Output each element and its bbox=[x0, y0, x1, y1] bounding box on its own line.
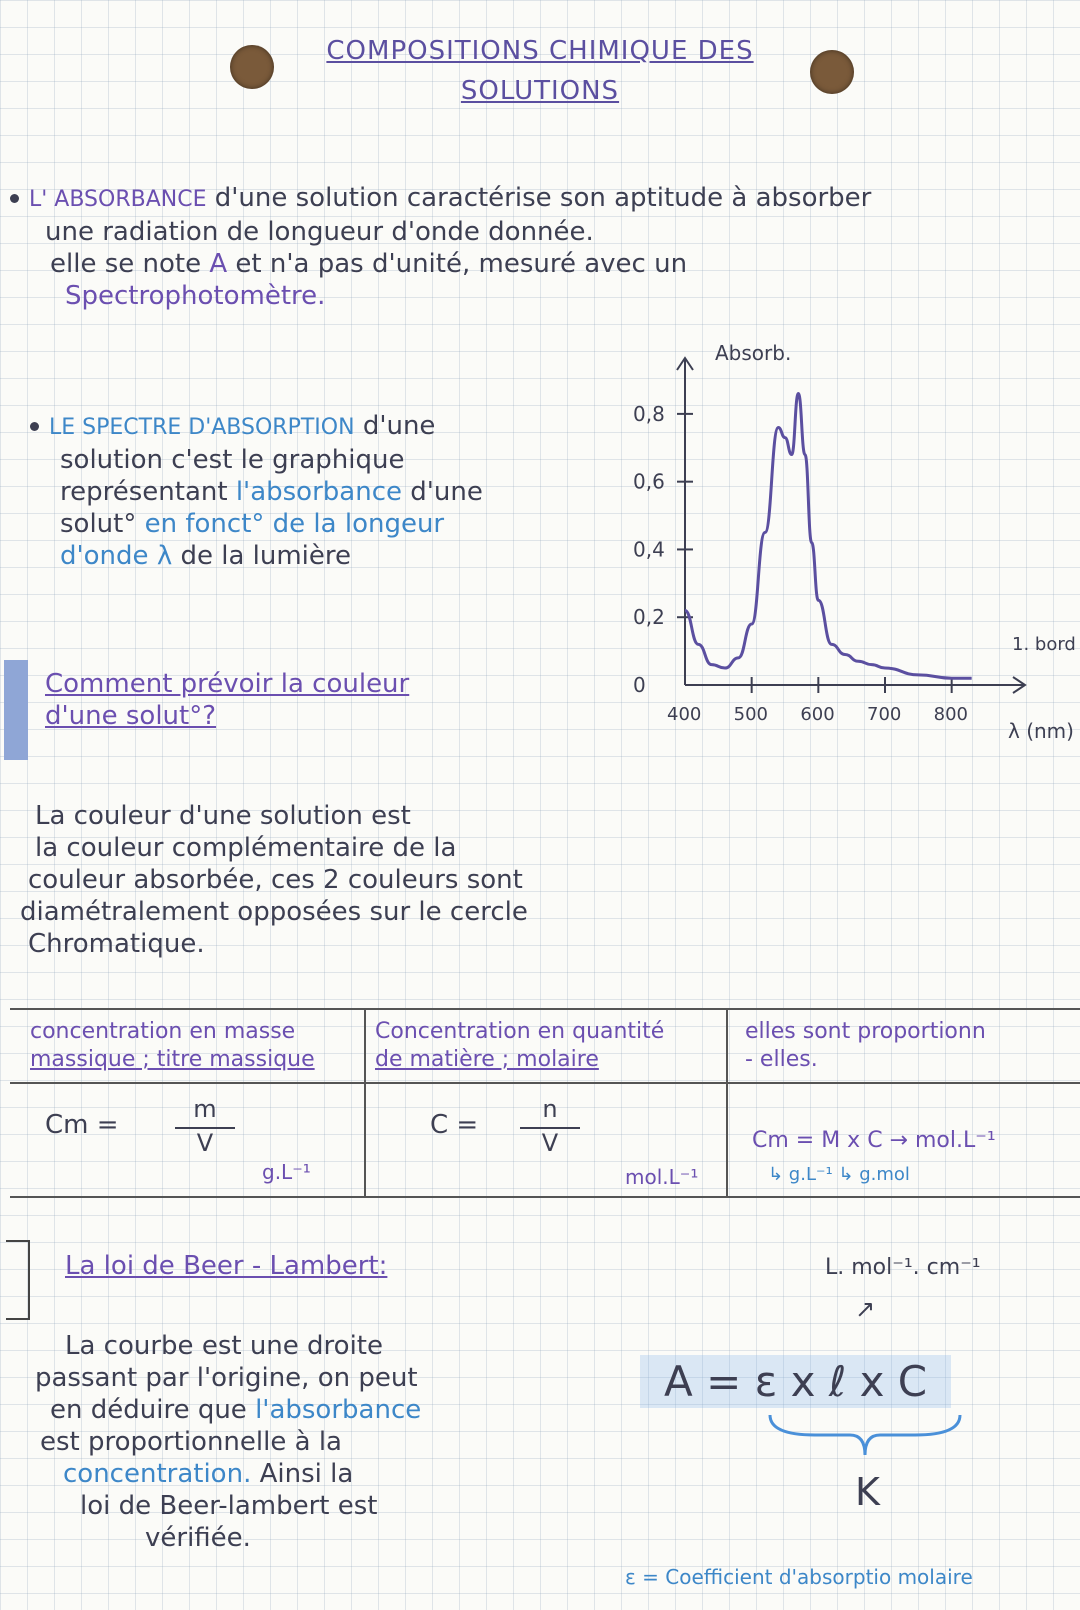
absorbance-line1: d'une solution caractérise son aptitude à absorber bbox=[214, 183, 872, 213]
table-header-proportional: elles sont proportionn - elles. bbox=[745, 1019, 986, 1072]
spectrum-term: LE SPECTRE D'ABSORPTION bbox=[49, 415, 355, 440]
bullet-icon bbox=[10, 194, 19, 203]
absorbance-term: L' ABSORBANCE bbox=[29, 187, 207, 212]
formula-molar-concentration: C = bbox=[430, 1110, 479, 1140]
spectrum-line4: solut° en fonct° de la longeur bbox=[60, 509, 445, 539]
unit-molar-concentration: mol.L⁻¹ bbox=[625, 1165, 699, 1189]
formula-mass-fraction: m V bbox=[175, 1095, 235, 1157]
chart-y-tick-label: 0,4 bbox=[633, 537, 665, 562]
chart-x-tick-label: 500 bbox=[733, 704, 769, 725]
bullet-icon bbox=[30, 422, 39, 431]
spectrum-line3: représentant l'absorbance d'une bbox=[60, 477, 483, 507]
table-bottom-border bbox=[10, 1196, 1080, 1198]
chart-y-tick-label: 0 bbox=[633, 673, 646, 697]
chart-y-tick-label: 0,6 bbox=[633, 469, 665, 494]
page-title-line1: COMPOSITIONS CHIMIQUE DES bbox=[326, 36, 754, 66]
absorption-spectrum-chart bbox=[590, 340, 1080, 760]
chart-y-tick-label: 0,8 bbox=[633, 401, 665, 426]
chart-annotation: 1. bord bbox=[1012, 634, 1076, 655]
chart-x-tick-label: 700 bbox=[867, 704, 902, 725]
beer-lambert-formula: A = ε x ℓ x C bbox=[640, 1355, 951, 1408]
absorbance-line2: une radiation de longueur d'onde donnée. bbox=[45, 217, 594, 247]
margin-marker-beer bbox=[6, 1240, 30, 1320]
table-divider-1 bbox=[364, 1008, 366, 1196]
brace-icon bbox=[765, 1410, 965, 1460]
couleur-explanation: La couleur d'une solution est la couleur complémentaire de la couleur absorbée, ces 2 couleurs sont diamétralement opposées sur le cercle Chromatique. bbox=[20, 801, 528, 959]
absorbance-line3: elle se note A et n'a pas d'unité, mesuré avec un bbox=[50, 249, 688, 279]
chart-x-tick-label: 800 bbox=[933, 704, 969, 725]
margin-marker bbox=[4, 660, 28, 760]
absorption-curve bbox=[685, 394, 972, 679]
formula-mass-concentration: Cm = bbox=[45, 1110, 119, 1140]
beer-lambert-heading: La loi de Beer - Lambert: bbox=[65, 1251, 388, 1281]
unit-mass-concentration: g.L⁻¹ bbox=[262, 1160, 311, 1184]
page-title-line2: SOLUTIONS bbox=[460, 76, 620, 106]
chart-y-label: Absorb. bbox=[715, 341, 792, 365]
table-header-mass: concentration en masse massique ; titre massique bbox=[30, 1019, 315, 1072]
couleur-question: Comment prévoir la couleur d'une solut°? bbox=[45, 669, 410, 731]
chart-x-tick-label: 600 bbox=[800, 704, 835, 725]
epsilon-definition: ε = Coefficient d'absorptio molaire bbox=[625, 1565, 973, 1589]
spectrum-definition: LE SPECTRE D'ABSORPTION d'une solution c'est le graphique représentant l'absorbance d'une solut° en fonct° de la longeur d'onde λ de la lumière bbox=[30, 410, 590, 572]
formula-relation-units: ↳ g.L⁻¹ ↳ g.mol bbox=[768, 1164, 910, 1185]
absorbance-symbol: A bbox=[209, 249, 228, 279]
table-divider-2 bbox=[726, 1008, 728, 1196]
formula-molar-fraction: n V bbox=[520, 1095, 580, 1157]
table-mid-border bbox=[10, 1082, 1080, 1084]
spectrum-line2: solution c'est le graphique bbox=[60, 445, 405, 475]
brace-label: K bbox=[855, 1470, 880, 1514]
epsilon-unit: L. mol⁻¹. cm⁻¹ bbox=[825, 1255, 981, 1280]
beer-lambert-explanation: La courbe est une droite passant par l'origine, on peut en déduire que l'absorbance est proportionnelle à la concentration. Ainsi la loi de Beer-lambert est vérifiée. bbox=[35, 1331, 422, 1553]
formula-mass-molar-relation: Cm = M x C → mol.L⁻¹ bbox=[752, 1128, 996, 1153]
absorbance-line4: Spectrophotomètre. bbox=[65, 281, 326, 311]
table-top-border bbox=[10, 1008, 1080, 1010]
table-header-molar: Concentration en quantité de matière ; molaire bbox=[375, 1019, 665, 1072]
chart-x-tick-label: 400 bbox=[667, 704, 702, 725]
chart-x-label: λ (nm) bbox=[1008, 719, 1074, 743]
arrow-icon: ↗ bbox=[855, 1295, 876, 1323]
chart-y-tick-label: 0,2 bbox=[633, 605, 665, 630]
spectrum-line5: d'onde λ de la lumière bbox=[60, 541, 352, 571]
absorbance-definition bbox=[10, 182, 1075, 312]
